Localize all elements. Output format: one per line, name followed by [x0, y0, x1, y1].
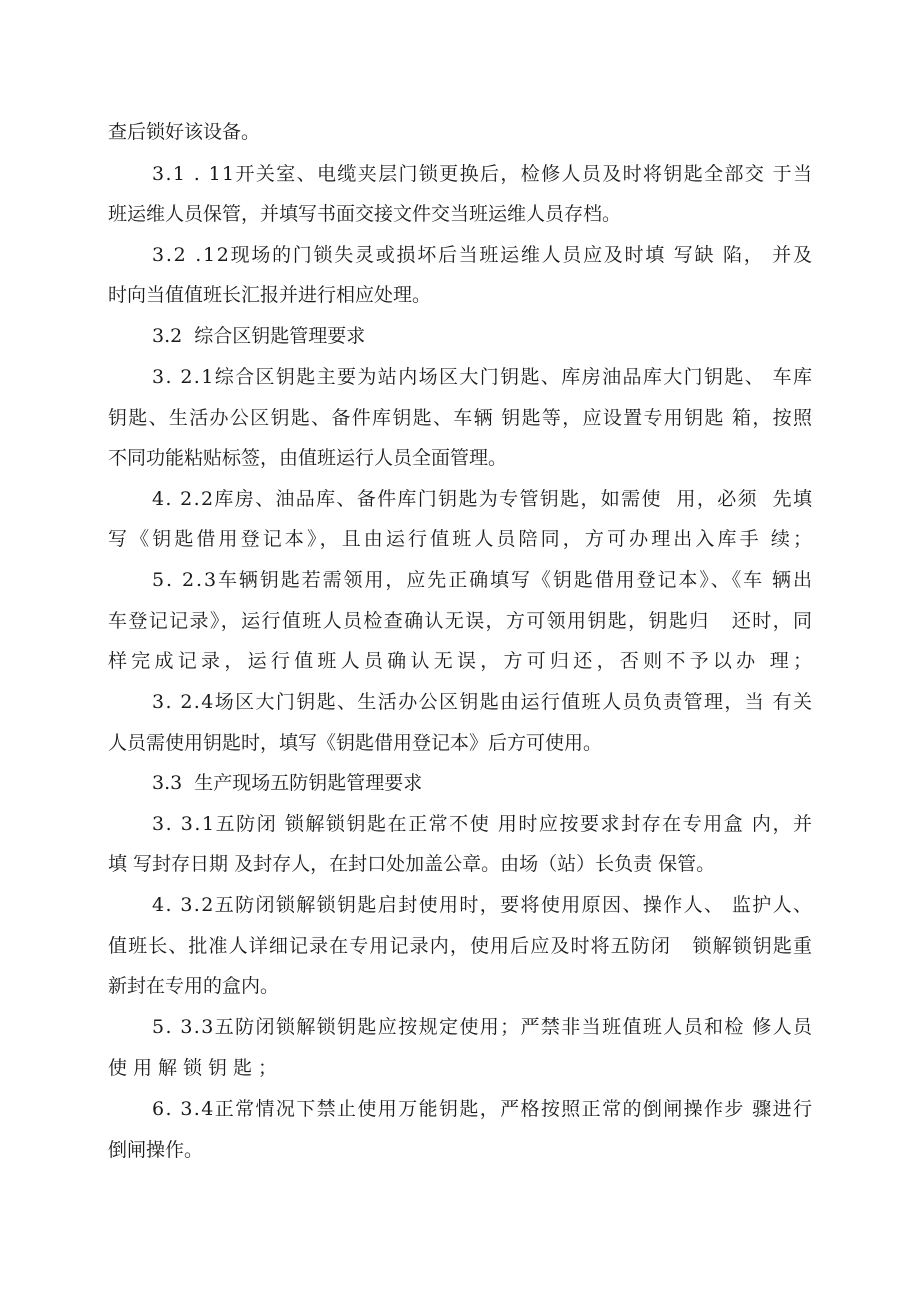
paragraph-line: 车登记记录》，运行值班人员检查确认无误，方可领用钥匙，钥匙归 还时，同 [108, 610, 814, 632]
paragraph-line: 使用解锁钥匙； [108, 1057, 284, 1079]
paragraph-line: 不同功能粘贴标签，由值班运行人员全面管理。 [108, 447, 508, 469]
section-heading: 3.2 综合区钥匙管理要求 [152, 325, 366, 347]
paragraph-line: 5. 2.3车辆钥匙若需领用，应先正确填写《钥匙借用登记本》、《车 辆出 [152, 569, 814, 591]
paragraph-line: 人员需使用钥匙时，填写《钥匙借用登记本》后方可使用。 [108, 732, 603, 754]
paragraph-line: 3. 2.1综合区钥匙主要为站内场区大门钥匙、库房油品库大门钥匙、 车库 [152, 366, 814, 388]
paragraph-line: 3.2 .12现场的门锁失灵或损坏后当班运维人员应及时填 写缺 陷， 并及 [152, 244, 814, 266]
paragraph-line: 班运维人员保管，并填写书面交接文件交当班运维人员存档。 [108, 203, 622, 225]
paragraph-line: 3.1 . 11开关室、电缆夹层门锁更换后，检修人员及时将钥匙全部交 于当 [152, 163, 814, 185]
paragraph-line: 4. 3.2五防闭锁解锁钥匙启封使用时，要将使用原因、操作人、 监护人、 [152, 894, 814, 916]
paragraph-line: 新封在专用的盒内。 [108, 975, 280, 997]
paragraph-line: 写《钥匙借用登记本》，且由运行值班人员陪同，方可办理出入库手 续； [108, 528, 816, 550]
paragraph-line: 4. 2.2库房、油品库、备件库门钥匙为专管钥匙，如需使 用，必须 先填 [152, 488, 814, 510]
paragraph-line: 6. 3.4正常情况下禁止使用万能钥匙，严格按照正常的倒闸操作步 骤进行 [152, 1098, 814, 1120]
paragraph-line: 值班长、批准人详细记录在专用记录内，使用后应及时将五防闭 锁解锁钥匙重 [108, 935, 814, 957]
section-heading: 3.3 生产现场五防钥匙管理要求 [152, 772, 423, 794]
paragraph-line: 时向当值值班长汇报并进行相应处理。 [108, 284, 432, 306]
paragraph-line: 样完成记录，运行值班人员确认无误，方可归还，否则不予以办 理； [108, 650, 817, 672]
paragraph-line: 钥匙、生活办公区钥匙、备件库钥匙、车辆 钥匙等，应设置专用钥匙 箱，按照 [108, 407, 814, 429]
paragraph-line: 查后锁好该设备。 [108, 121, 261, 143]
paragraph-line: 3. 3.1五防闭 锁解锁钥匙在正常不使 用时应按要求封存在专用盒 内，并 [152, 813, 814, 835]
paragraph-line: 填 写封存日期 及封存人，在封口处加盖公章。由场（站）长负责 保管。 [108, 853, 716, 875]
paragraph-line: 3. 2.4场区大门钥匙、生活办公区钥匙由运行值班人员负责管理，当 有关 [152, 691, 814, 713]
paragraph-line: 倒闸操作。 [108, 1139, 204, 1161]
paragraph-line: 5. 3.3五防闭锁解锁钥匙应按规定使用；严禁非当班值班人员和检 修人员 [152, 1016, 814, 1038]
